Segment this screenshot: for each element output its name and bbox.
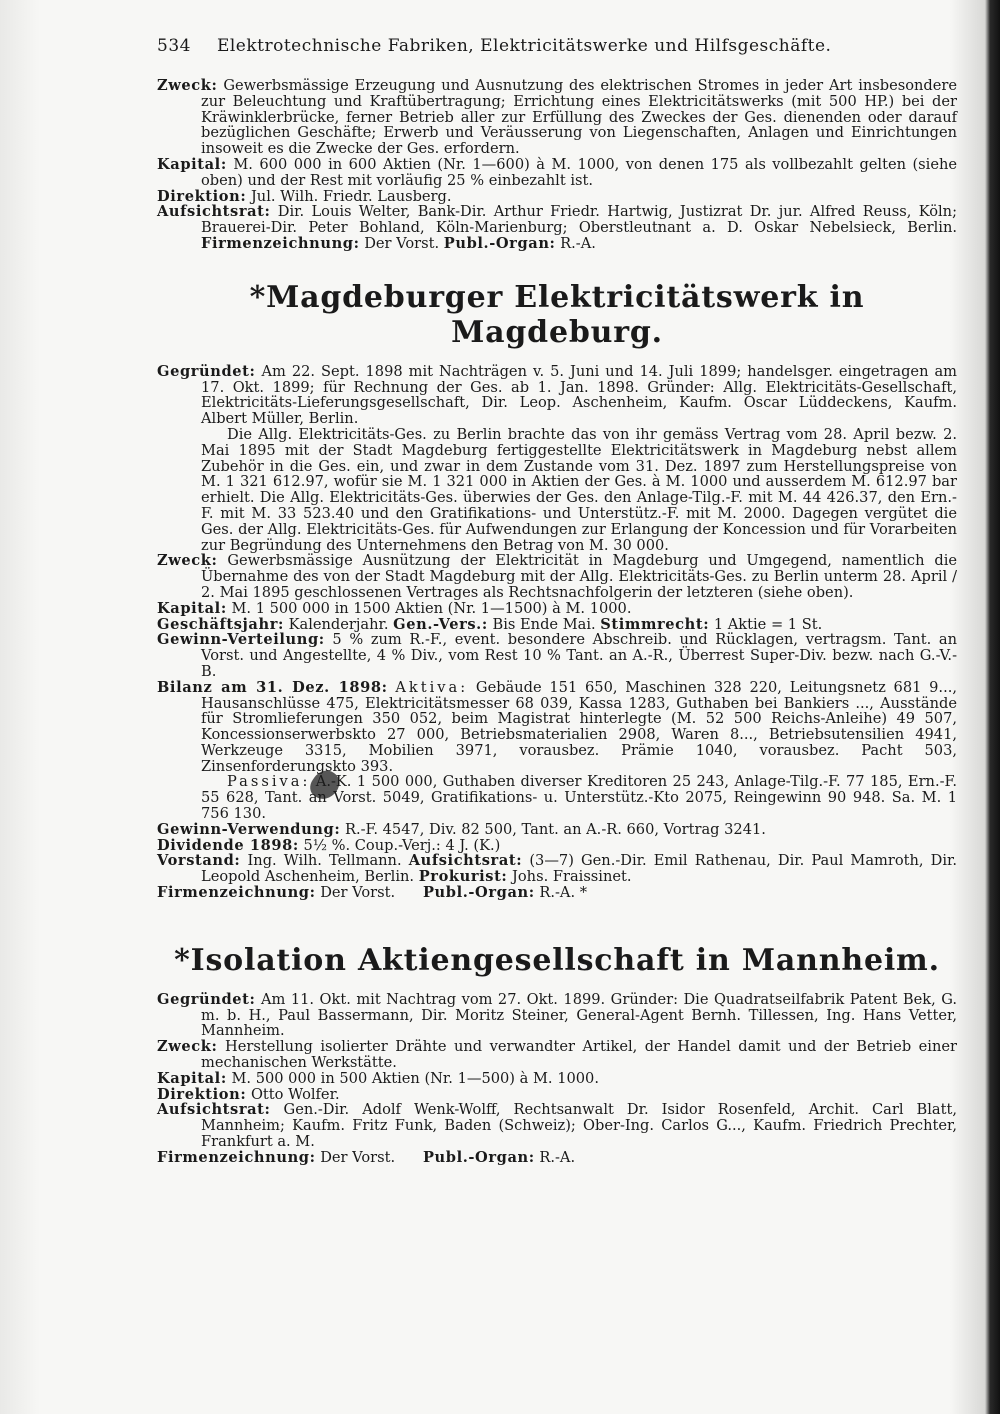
s1-publ-text: R.-A. — [560, 234, 596, 252]
s1-kapital-label: Kapital: — [157, 155, 227, 173]
s2-bilanz-aktiva — [157, 680, 957, 775]
s2-firmenzeichnung-text: Der Vorst. — [320, 884, 396, 902]
s3-zweck-label: Zweck: — [157, 1038, 218, 1056]
s3-publ-label: Publ.-Organ: — [422, 1148, 535, 1166]
s2-passiva — [157, 774, 957, 821]
s2-vorstand-text: Ing. Wilh. Tellmann. — [247, 852, 402, 870]
s2-gewinnverwendung-text: R.-F. 4547, Div. 82 500, Tant. an A.-R. 660, Vortrag 3241. — [344, 820, 766, 838]
s1-kapital — [157, 157, 957, 189]
s3-gegruendet-text: Am 11. Okt. mit Nachtrag vom 27. Okt. 1899. Gründer: Die Quadratseilfabrik Patent Bek, G. m. b. H., Paul Bassermann, Dir. Moritz Steiner, General-Agent Bernh. Tillessen, Ing. Hans Vetter, Mannheim. — [201, 990, 957, 1040]
s3-kapital-text: M. 500 000 in 500 Aktien (Nr. 1—500) à M. 1000. — [231, 1069, 599, 1087]
s2-genvers-label: Gen.-Vers.: — [393, 615, 488, 633]
s1-publ-label: Publ.-Organ: — [443, 234, 556, 252]
s3-direktion-text: Otto Wolfer. — [250, 1085, 340, 1103]
s2-bilanz-label: Bilanz am 31. Dez. 1898: — [157, 678, 388, 696]
s3-firmenzeichnung-text: Der Vorst. — [320, 1148, 396, 1166]
s2-aufsichtsrat-text: (3—7) Gen.-Dir. Emil Rathenau, Dir. Paul Mamroth, Dir. Leopold Aschenheim, Berlin. — [201, 852, 958, 886]
s1-direktion-label: Direktion: — [157, 187, 247, 205]
s2-title: *Magdeburger Elektricitätswerk in Magdeburg. — [249, 279, 865, 350]
s3-kapital — [157, 1071, 957, 1087]
s3-aufsichtsrat — [157, 1102, 957, 1149]
s2-genvers-text: Bis Ende Mai. — [492, 615, 596, 633]
s2-vorstand-label: Vorstand: — [157, 852, 241, 870]
s1-aufsichtsrat-label: Aufsichtsrat: — [157, 203, 271, 221]
s2-history: Die Allg. Elektricitäts-Ges. zu Berlin brachte das von ihr gemäss Vertrag vom 28. April bezw. 2. Mai 1895 mit der Stadt Magdeburg fertiggestellte Elektricitätswerk in Magdeburg nebst allem Zubehör in die Ges. ein, und zwar in dem Zustande vom 31. Dez. 1897 zum Herstellungspreise von M. 1 321 612.97, wofür sie M. 1 321 000 in Aktien der Ges. à M. 1000 und ausserdem M. 612.97 bar erhielt. Die Allg. Elektricitäts-Ges. überwies der Ges. den Anlage-Tilg.-F. mit M. 44 426.37, den Ern.-F. mit M. 33 523.40 und den Gratifikations- und Unterstütz.-F. mit M. 2000. Dagegen vergütet die Ges. der Allg. Elektricitäts-Ges. für Aufwendungen zur Erlangung der Koncession und für Vorarbeiten zur Begründung des Unternehmens den Betrag von M. 30 000. — [201, 425, 957, 554]
s1-direktion-text: Jul. Wilh. Friedr. Lausberg. — [250, 187, 452, 205]
s2-dividende-label: Dividende 1898: — [157, 836, 299, 854]
s2-prokurist-label: Prokurist: — [418, 868, 508, 886]
s3-zweck-text: Herstellung isolierter Drähte und verwandter Artikel, der Handel damit und der Betrieb einer mechanischen Werkstätte. — [201, 1038, 957, 1072]
page-content — [157, 36, 957, 1166]
s2-geschaeftsjahr — [157, 617, 957, 633]
s2-vorstand — [157, 853, 957, 885]
s2-gewinnverteilung-label: Gewinn-Verteilung: — [157, 631, 325, 649]
s2-passiva-label: Passiva: — [227, 773, 311, 791]
s2-gegruendet — [157, 364, 957, 427]
s2-geschaeftsjahr-label: Geschäftsjahr: — [157, 615, 284, 633]
s1-firmenzeichnung-label: Firmenzeichnung: — [201, 234, 360, 252]
s2-gewinnverteilung — [157, 632, 957, 679]
s1-direktion — [157, 189, 957, 205]
s2-stimmrecht-text: 1 Aktie = 1 St. — [713, 615, 823, 633]
page-number: 534 — [157, 36, 191, 56]
s1-zweck-text: Gewerbsmässige Erzeugung und Ausnutzung des elektrischen Stromes in jeder Art insbesondere zur Beleuchtung und Kraftübertragung; Errichtung eines Elektricitätswerks (mit 500 HP.) bei der Kräwinklerbrücke, ferner Betrieb aller zur Erfüllung des Zweckes der Ges. dienenden oder darauf bezüglichen Geschäfte; Erwerb und Veräusserung von Liegenschaften, Anlagen und Einrichtungen insoweit es die Zwecke der Ges. erfordern. — [201, 77, 957, 158]
s2-dividende-text: 5½ %. Coup.-Verj.: 4 J. (K.) — [303, 836, 501, 854]
s3-gegruendet — [157, 992, 957, 1039]
s3-firmenzeichnung — [157, 1150, 957, 1166]
running-header — [157, 36, 957, 56]
s3-direktion-label: Direktion: — [157, 1085, 247, 1103]
s3-title: *Isolation Aktiengesellschaft in Mannheim. — [174, 942, 940, 978]
s2-dividende — [157, 838, 957, 854]
s2-aktiva-label: Aktiva: — [395, 678, 469, 696]
s2-gegruendet-text: Am 22. Sept. 1898 mit Nachträgen v. 5. Juni und 14. Juli 1899; handelsger. eingetragen am 17. Okt. 1899; für Rechnung der Ges. ab 1. Jan. 1898. Gründer: Allg. Elektricitäts-Gesellschaft, Elektricitäts-Lieferungsgesellschaft, Dir. Leop. Aschenheim, Kaufm. Oscar Lüddeckens, Kaufm. Albert Müller, Berlin. — [201, 362, 957, 428]
s3-aufsichtsrat-text: Gen.-Dir. Adolf Wenk-Wolff, Rechtsanwalt Dr. Isidor Rosenfeld, Archit. Carl Blatt, Mannheim; Kaufm. Fritz Funk, Baden (Schweiz); Ober-Ing. Carlos G..., Kaufm. Friedrich Prechter, Frankfurt a. M. — [201, 1101, 957, 1151]
s2-kapital-text: M. 1 500 000 in 1500 Aktien (Nr. 1—1500) à M. 1000. — [231, 599, 632, 617]
s2-aufsichtsrat-label: Aufsichtsrat: — [408, 852, 523, 870]
s3-aufsichtsrat-label: Aufsichtsrat: — [157, 1101, 271, 1119]
s3-gegruendet-label: Gegründet: — [157, 990, 256, 1008]
s1-aufsichtsrat-text: Dir. Louis Welter, Bank-Dir. Arthur Friedr. Hartwig, Justizrat Dr. jur. Alfred Reuss, Köln; Brauerei-Dir. Peter Bohland, Köln-Marienburg; Oberstleutnant a. D. Oskar Nebelsieck, Berlin. — [201, 203, 957, 237]
s2-kapital — [157, 601, 957, 617]
s3-direktion — [157, 1087, 957, 1103]
s2-gegruendet-label: Gegründet: — [157, 362, 256, 380]
s2-publ-label: Publ.-Organ: — [422, 884, 535, 902]
s1-firmenzeichnung-text: Der Vorst. — [364, 234, 440, 252]
s2-prokurist-text: Johs. Fraissinet. — [512, 868, 632, 886]
s2-gewinnverteilung-text: 5 % zum R.-F., event. besondere Abschreib. und Rücklagen, vertragsm. Tant. an Vorst. und Angestellte, 4 % Div., vom Rest 10 % Tant. an A.-R., Überrest Super-Div. bezw. nach G.-V.-B. — [201, 631, 957, 680]
s2-passiva-text: A.-K. 1 500 000, Guthaben diverser Kreditoren 25 243, Anlage-Tilg.-F. 77 185, Ern.-F. 55 628, Tant. an Vorst. 5049, Gratifikations- u. Unterstütz.-Kto 2075, Reingewinn 90 948. Sa. M. 1 756 130. — [201, 773, 958, 823]
s3-zweck — [157, 1039, 957, 1071]
s1-zweck-label: Zweck: — [157, 77, 218, 94]
s2-zweck-text: Gewerbsmässige Ausnützung der Elektricität in Magdeburg und Umgegend, namentlich die Übernahme des von der Stadt Magdeburg mit der Allg. Elektricitäts-Ges. zu Berlin unterm 28. April / 2. Mai 1895 geschlossenen Vertrages als Rechtsnachfolgerin der letzteren (siehe oben). — [201, 552, 957, 601]
s2-firmenzeichnung-label: Firmenzeichnung: — [157, 884, 316, 902]
s2-gewinnverwendung — [157, 822, 957, 838]
header-title: Elektrotechnische Fabriken, Elektricitätswerke und Hilfsgeschäfte. — [216, 36, 832, 56]
s3-publ-text: R.-A. — [539, 1148, 576, 1166]
s2-gewinnverwendung-label: Gewinn-Verwendung: — [157, 820, 341, 838]
s2-firmenzeichnung — [157, 885, 957, 901]
s2-stimmrecht-label: Stimmrecht: — [600, 615, 710, 633]
s3-firmenzeichnung-label: Firmenzeichnung: — [157, 1148, 316, 1166]
s2-aktiva-text: Gebäude 151 650, Maschinen 328 220, Leitungsnetz 681 9..., Hausanschlüsse 475, Elektricitätsmesser 68 039, Kassa 1283, Guthaben bei Bankiers ..., Ausstände für Stromlieferungen 350 052, beim Magistrat hinterlegte (M. 52 500 Reichs-Anleihe) 49 507, Koncessionserwerbskto 27 000, Betriebsmaterialien 2908, Waren 8..., Betriebsutensilien 4941, Werkzeuge 3315, Mobilien 3971, vorausbez. Prämie 1040, vorausbez. Pacht 503, Zinsenforderungskto 393. — [201, 678, 957, 775]
s1-aufsichtsrat — [157, 204, 957, 251]
s2-zweck — [157, 553, 957, 600]
s3-kapital-label: Kapital: — [157, 1069, 227, 1087]
s2-zweck-label: Zweck: — [157, 552, 218, 570]
s1-kapital-text: M. 600 000 in 600 Aktien (Nr. 1—600) à M. 1000, von denen 175 als vollbezahlt gelten (siehe oben) und der Rest mit vorläufig 25 % einbezahlt ist. — [201, 155, 958, 189]
s2-geschaeftsjahr-text: Kalenderjahr. — [288, 615, 389, 633]
s1-zweck — [157, 78, 957, 157]
s2-kapital-label: Kapital: — [157, 599, 227, 617]
s2-publ-text: R.-A. * — [539, 884, 588, 902]
